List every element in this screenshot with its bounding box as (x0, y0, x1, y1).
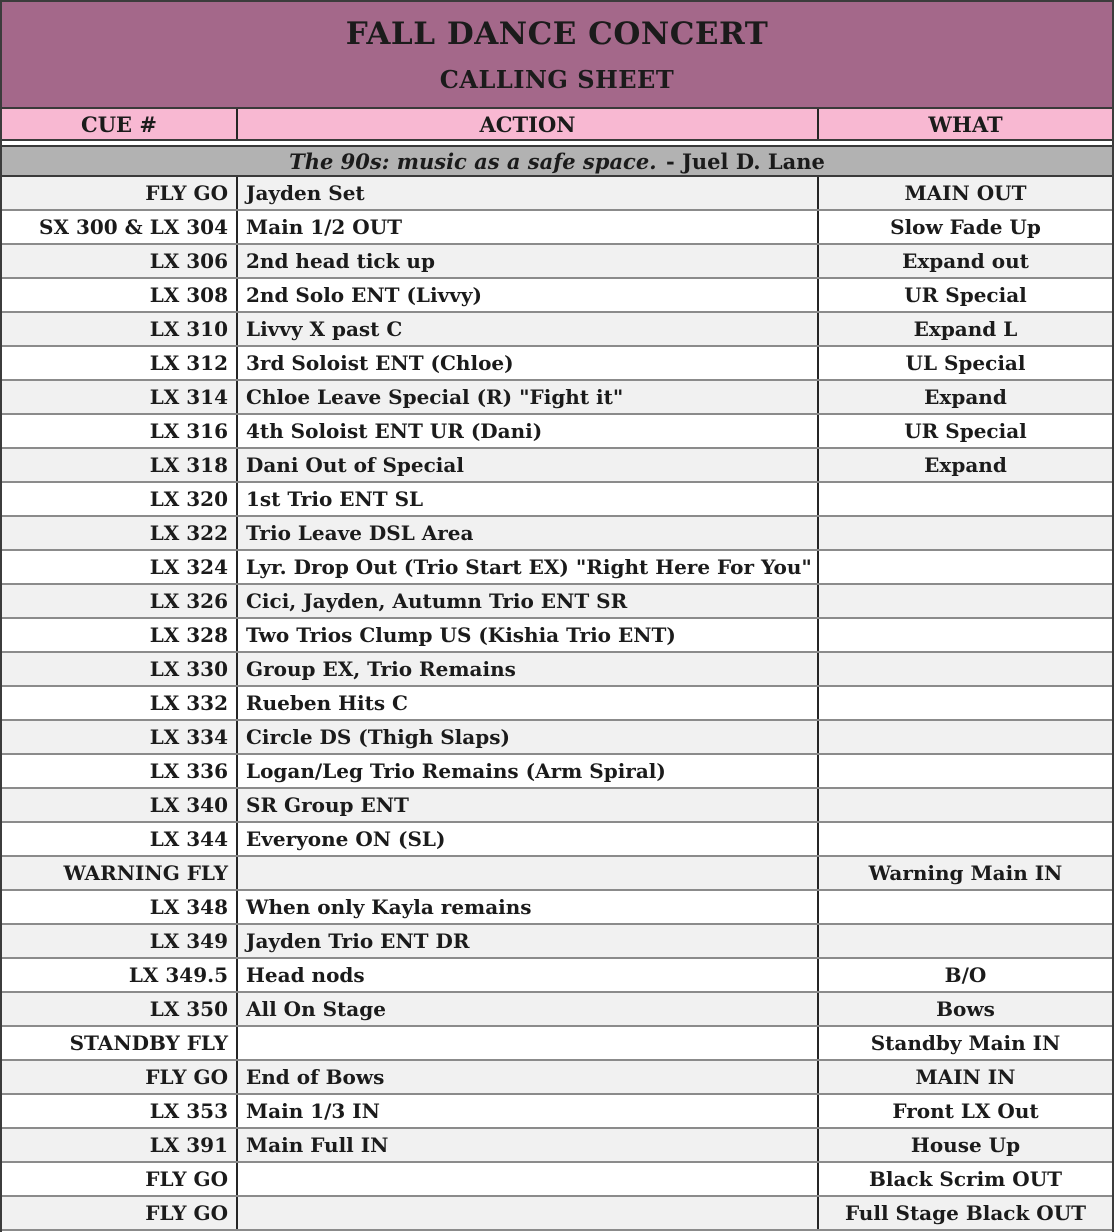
table-row (2, 313, 1112, 347)
table-row (2, 1197, 1112, 1231)
table-row (2, 279, 1112, 313)
what-cell: Black Scrim OUT (817, 1163, 1112, 1195)
table-row (2, 449, 1112, 483)
cue-cell: LX 391 (149, 1133, 228, 1157)
cue-rows (2, 177, 1112, 1231)
what-cell: Expand (817, 449, 1112, 481)
table-row (2, 721, 1112, 755)
cue-cell: LX 306 (149, 249, 228, 273)
cue-cell: WARNING FLY (63, 861, 228, 885)
what-cell (817, 551, 1112, 583)
cue-cell: FLY GO (145, 181, 228, 205)
cue-cell: FLY GO (145, 1065, 228, 1089)
table-row (2, 891, 1112, 925)
action-cell: Head nods (236, 959, 817, 991)
table-row (2, 517, 1112, 551)
what-cell (817, 755, 1112, 787)
what-cell: MAIN IN (817, 1061, 1112, 1093)
table-row (2, 1061, 1112, 1095)
cue-cell: LX 334 (149, 725, 228, 749)
table-row (2, 177, 1112, 211)
cue-cell: LX 310 (149, 317, 228, 341)
what-cell: Full Stage Black OUT (817, 1197, 1112, 1229)
cue-cell: LX 316 (149, 419, 228, 443)
action-cell: Livvy X past C (236, 313, 817, 345)
what-cell: Warning Main IN (817, 857, 1112, 889)
cue-cell: LX 314 (149, 385, 228, 409)
what-cell (817, 517, 1112, 549)
what-cell (817, 823, 1112, 855)
table-row (2, 347, 1112, 381)
what-cell: Slow Fade Up (817, 211, 1112, 243)
what-cell: MAIN OUT (817, 177, 1112, 209)
what-cell (817, 653, 1112, 685)
action-cell: 3rd Soloist ENT (Chloe) (236, 347, 817, 379)
cue-cell: LX 336 (149, 759, 228, 783)
cue-cell: LX 348 (149, 895, 228, 919)
what-cell (817, 483, 1112, 515)
what-cell: UR Special (817, 415, 1112, 447)
action-cell: Main Full IN (236, 1129, 817, 1161)
action-cell: 2nd head tick up (236, 245, 817, 277)
table-row (2, 1095, 1112, 1129)
table-row (2, 1129, 1112, 1163)
action-cell (236, 857, 817, 889)
cue-cell: LX 332 (149, 691, 228, 715)
what-cell: Standby Main IN (817, 1027, 1112, 1059)
table-row (2, 381, 1112, 415)
column-header-cue: CUE # (81, 111, 157, 137)
what-cell: UR Special (817, 279, 1112, 311)
cue-cell: LX 349.5 (128, 963, 228, 987)
page-subtitle: CALLING SHEET (439, 64, 675, 94)
cue-cell: LX 326 (149, 589, 228, 613)
action-cell: 1st Trio ENT SL (236, 483, 817, 515)
action-cell: Jayden Trio ENT DR (236, 925, 817, 957)
section-piece-title: The 90s: music as a safe space. (289, 148, 657, 174)
table-row (2, 755, 1112, 789)
cue-cell: LX 344 (149, 827, 228, 851)
table-row (2, 1163, 1112, 1197)
action-cell: 4th Soloist ENT UR (Dani) (236, 415, 817, 447)
cue-cell: FLY GO (145, 1167, 228, 1191)
cue-cell: STANDBY FLY (69, 1031, 228, 1055)
what-cell: Bows (817, 993, 1112, 1025)
what-cell (817, 891, 1112, 923)
action-cell (236, 1197, 817, 1229)
action-cell: Dani Out of Special (236, 449, 817, 481)
table-row (2, 415, 1112, 449)
cue-cell: LX 308 (149, 283, 228, 307)
action-cell: Everyone ON (SL) (236, 823, 817, 855)
what-cell: UL Special (817, 347, 1112, 379)
action-cell: Logan/Leg Trio Remains (Arm Spiral) (236, 755, 817, 787)
table-row (2, 585, 1112, 619)
table-row (2, 483, 1112, 517)
table-row (2, 789, 1112, 823)
table-row (2, 687, 1112, 721)
what-cell: Front LX Out (817, 1095, 1112, 1127)
what-cell (817, 925, 1112, 957)
section-header (2, 145, 1112, 177)
table-row (2, 551, 1112, 585)
action-cell: End of Bows (236, 1061, 817, 1093)
cue-cell: LX 353 (149, 1099, 228, 1123)
action-cell: Lyr. Drop Out (Trio Start EX) "Right Here For You" (236, 551, 817, 583)
cue-cell: LX 350 (149, 997, 228, 1021)
table-row (2, 211, 1112, 245)
table-row (2, 993, 1112, 1027)
action-cell: Trio Leave DSL Area (236, 517, 817, 549)
what-cell (817, 687, 1112, 719)
table-row (2, 857, 1112, 891)
cue-cell: LX 330 (149, 657, 228, 681)
what-cell (817, 789, 1112, 821)
cue-cell: SX 300 & LX 304 (39, 215, 228, 239)
cue-cell: LX 349 (149, 929, 228, 953)
what-cell (817, 585, 1112, 617)
action-cell: Rueben Hits C (236, 687, 817, 719)
action-cell: 2nd Solo ENT (Livvy) (236, 279, 817, 311)
table-row (2, 653, 1112, 687)
what-cell: House Up (817, 1129, 1112, 1161)
action-cell: When only Kayla remains (236, 891, 817, 923)
action-cell: Group EX, Trio Remains (236, 653, 817, 685)
cue-cell: LX 328 (149, 623, 228, 647)
table-row (2, 925, 1112, 959)
action-cell: Two Trios Clump US (Kishia Trio ENT) (236, 619, 817, 651)
cue-cell: LX 320 (149, 487, 228, 511)
column-header-row (2, 109, 1112, 141)
action-cell (236, 1027, 817, 1059)
cue-cell: LX 318 (149, 453, 228, 477)
action-cell: Main 1/3 IN (236, 1095, 817, 1127)
table-row (2, 959, 1112, 993)
page-title: FALL DANCE CONCERT (345, 15, 769, 52)
action-cell: Jayden Set (236, 177, 817, 209)
table-row (2, 823, 1112, 857)
what-cell: Expand (817, 381, 1112, 413)
action-cell (236, 1163, 817, 1195)
cue-cell: LX 312 (149, 351, 228, 375)
action-cell: SR Group ENT (236, 789, 817, 821)
what-cell: B/O (817, 959, 1112, 991)
table-row (2, 245, 1112, 279)
what-cell (817, 619, 1112, 651)
cue-cell: LX 340 (149, 793, 228, 817)
action-cell: Main 1/2 OUT (236, 211, 817, 243)
action-cell: Circle DS (Thigh Slaps) (236, 721, 817, 753)
section-choreographer: - Juel D. Lane (665, 148, 825, 174)
what-cell: Expand L (817, 313, 1112, 345)
action-cell: Cici, Jayden, Autumn Trio ENT SR (236, 585, 817, 617)
table-row (2, 1027, 1112, 1061)
cue-cell: LX 324 (149, 555, 228, 579)
column-header-action: ACTION (236, 109, 817, 139)
column-header-what: WHAT (817, 109, 1112, 139)
cue-cell: FLY GO (145, 1201, 228, 1225)
title-block (2, 2, 1112, 109)
cue-cell: LX 322 (149, 521, 228, 545)
action-cell: All On Stage (236, 993, 817, 1025)
table-row (2, 619, 1112, 653)
action-cell: Chloe Leave Special (R) "Fight it" (236, 381, 817, 413)
what-cell: Expand out (817, 245, 1112, 277)
what-cell (817, 721, 1112, 753)
